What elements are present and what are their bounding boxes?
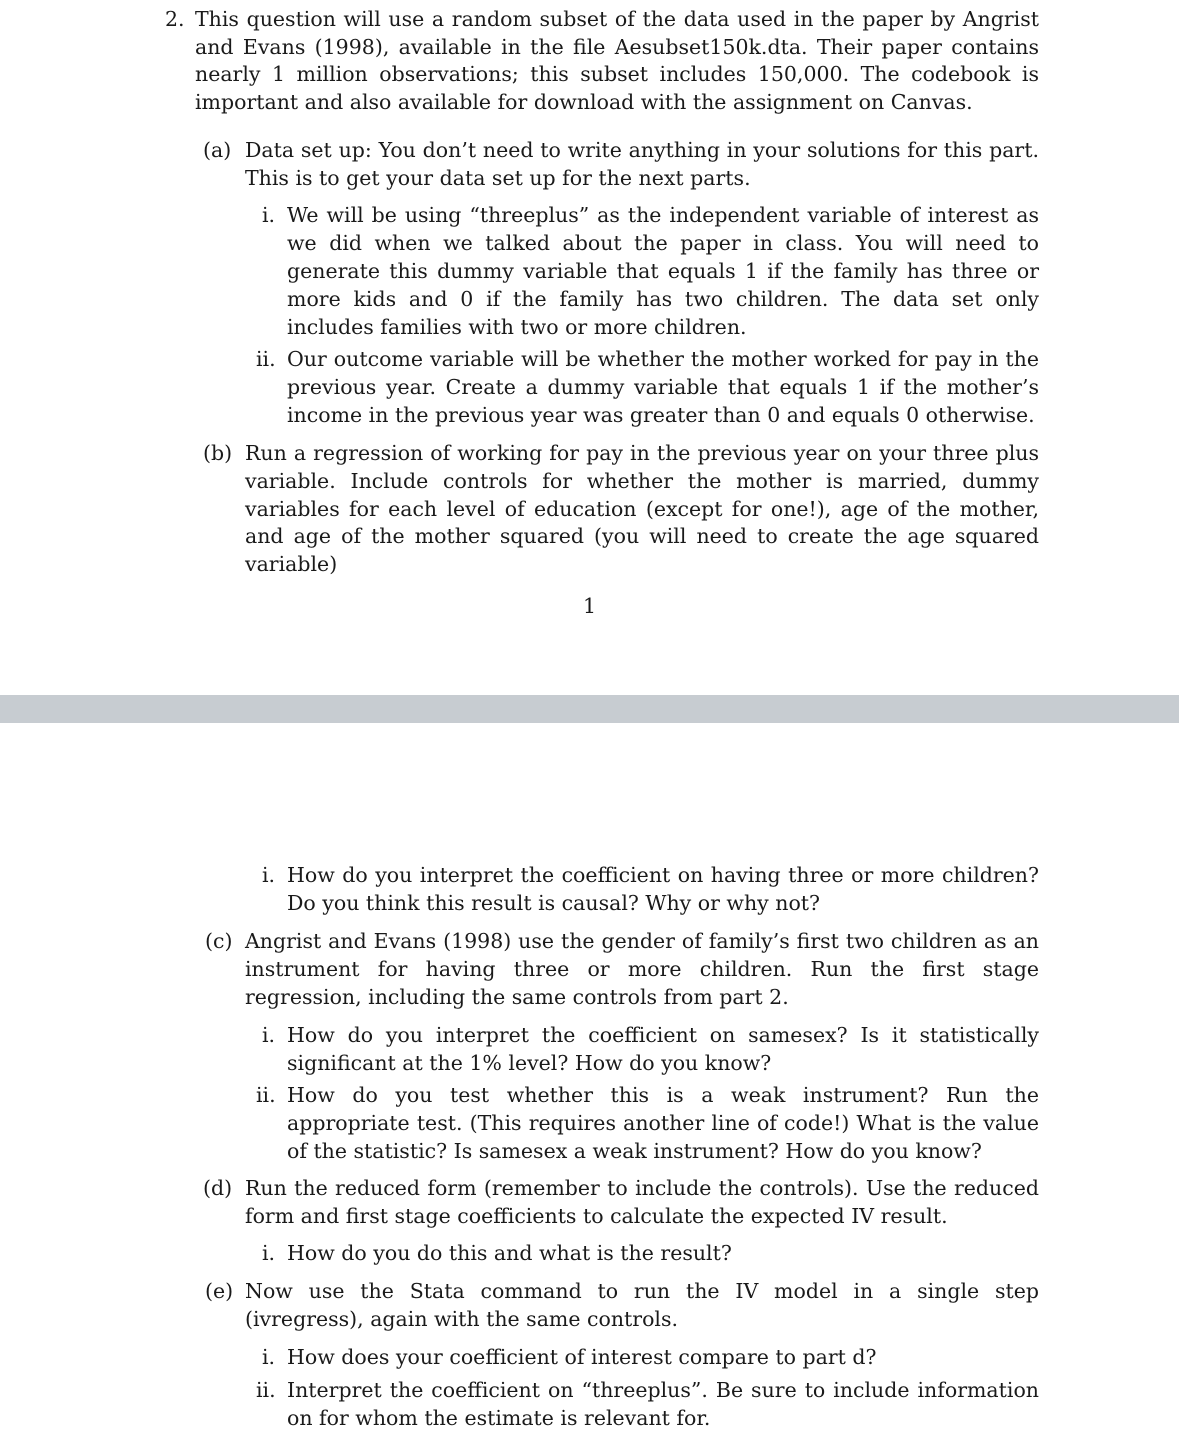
- item-label: i.: [262, 1023, 276, 1047]
- part-d-text: Run the reduced form (remember to include the controls). Use the reduced form and first stage coefficients to calculate the expected IV result.: [245, 1176, 1039, 1228]
- part-a-item-ii: [256, 346, 1039, 430]
- item-text: How do you do this and what is the result?: [287, 1241, 732, 1265]
- part-b: [203, 440, 1039, 579]
- item-text: How does your coefficient of interest compare to part d?: [287, 1345, 877, 1369]
- item-text: How do you interpret the coefficient on samesex? Is it statistically significant at the 1% level? How do you know?: [287, 1023, 1039, 1075]
- item-label: i.: [262, 863, 276, 887]
- part-c-text: Angrist and Evans (1998) use the gender of family’s first two children as an instrument for having three or more children. Run the first stage regression, including the same controls from part 2.: [245, 929, 1039, 1009]
- item-text: Our outcome variable will be whether the mother worked for pay in the previous year. Create a dummy variable that equals 1 if the mother’s income in the previous year was greater than 0 and equals 0 otherwise.: [287, 347, 1039, 427]
- part-d: [203, 1175, 1039, 1231]
- item-label: ii.: [256, 347, 276, 371]
- item-text: How do you interpret the coefficient on having three or more children? Do you think this result is causal? Why or why not?: [287, 863, 1039, 915]
- part-d-label: (d): [203, 1176, 233, 1200]
- part-e-text: Now use the Stata command to run the IV model in a single step (ivregress), again with the same controls.: [245, 1279, 1039, 1331]
- item-label: i.: [262, 1241, 276, 1265]
- part-a: [203, 137, 1039, 193]
- part-b-label: (b): [203, 441, 233, 465]
- part-c-item-ii: [256, 1082, 1039, 1166]
- item-text: Interpret the coefficient on “threeplus”. Be sure to include information on for whom the estimate is relevant for.: [287, 1378, 1039, 1430]
- page-separator: [0, 695, 1179, 723]
- question-label: 2.: [165, 7, 185, 31]
- part-c: [205, 928, 1039, 1011]
- item-text: How do you test whether this is a weak instrument? Run the appropriate test. (This requires another line of code!) What is the value of the statistic? Is samesex a weak instrument? How do you know?: [287, 1083, 1039, 1163]
- question-2: [165, 6, 1039, 116]
- document-page-1: [0, 0, 1179, 695]
- document-page-2: [0, 723, 1179, 1442]
- item-text: We will be using “threeplus” as the independent variable of interest as we did when we talked about the paper in class. You will need to generate this dummy variable that equals 1 if the family has three or more kids and 0 if the family has two children. The data set only includes families with two or more children.: [287, 203, 1039, 339]
- part-e-item-ii: [256, 1377, 1039, 1433]
- part-a-label: (a): [203, 138, 232, 162]
- part-e-item-i: [262, 1344, 1039, 1372]
- page-number: 1: [582, 594, 597, 618]
- part-c-item-i: [262, 1022, 1039, 1078]
- part-b-item-i: [262, 862, 1039, 918]
- part-c-label: (c): [205, 929, 233, 953]
- item-label: ii.: [256, 1378, 276, 1402]
- part-d-item-i: [262, 1240, 1039, 1268]
- item-label: i.: [262, 1345, 276, 1369]
- part-e: [205, 1278, 1039, 1334]
- item-label: i.: [262, 203, 276, 227]
- question-text: This question will use a random subset of the data used in the paper by Angrist and Evans (1998), available in the file Aesubset150k.dta. Their paper contains nearly 1 million observations; this subset includes 150,000. The codebook is important and also available for download with the assignment on Canvas.: [195, 7, 1039, 114]
- part-e-label: (e): [205, 1279, 234, 1303]
- part-a-text: Data set up: You don’t need to write anything in your solutions for this part. This is to get your data set up for the next parts.: [245, 138, 1039, 190]
- part-b-text: Run a regression of working for pay in the previous year on your three plus variable. Include controls for whether the mother is married, dummy variables for each level of education (except for one!), age of the mother, and age of the mother squared (you will need to create the age squared variable): [245, 441, 1039, 577]
- item-label: ii.: [256, 1083, 276, 1107]
- part-a-item-i: [262, 202, 1039, 342]
